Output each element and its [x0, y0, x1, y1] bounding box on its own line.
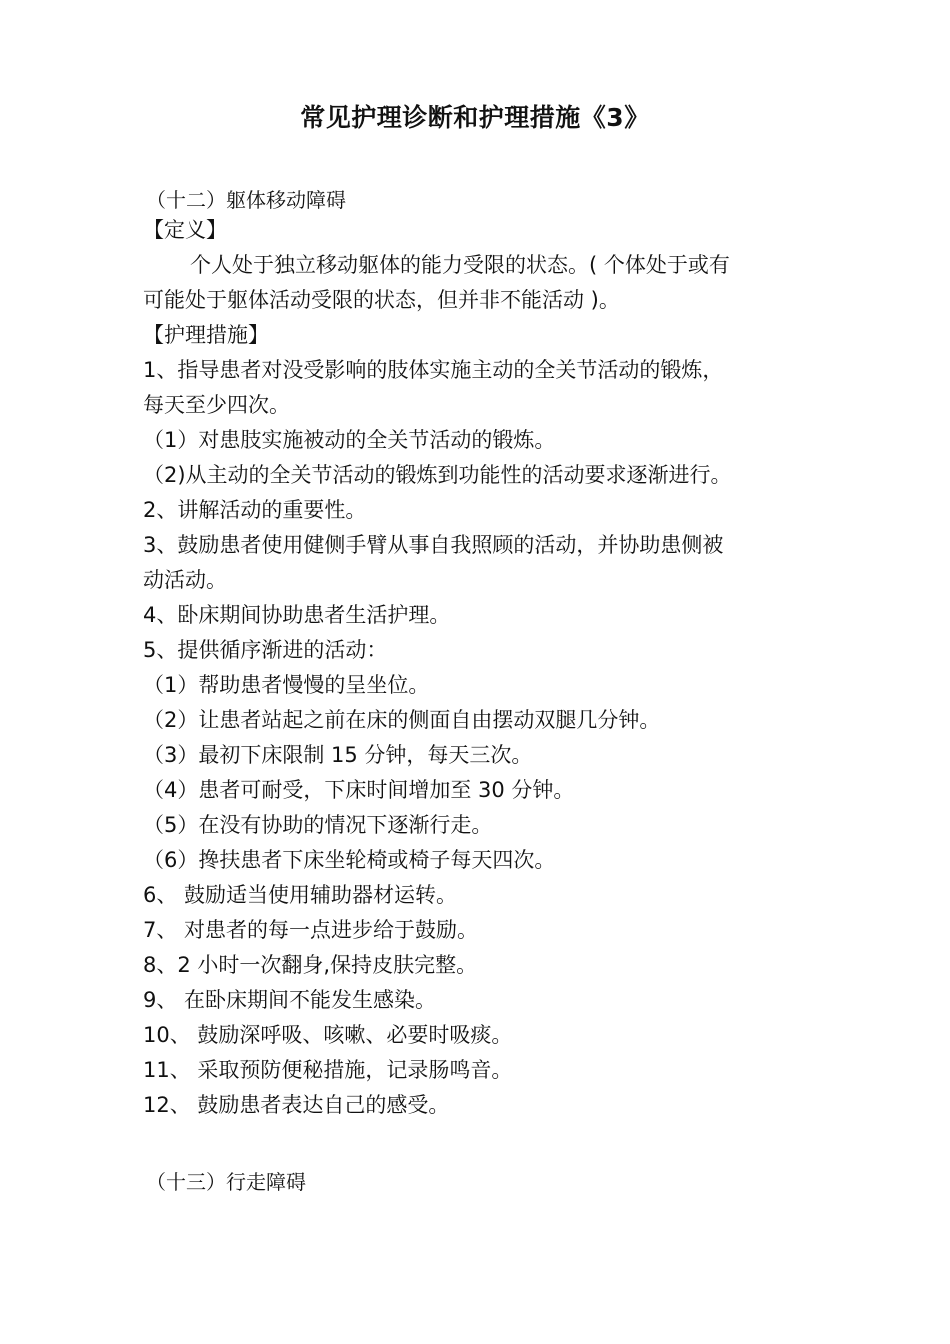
definition-line: 可能处于躯体活动受限的状态，但并非不能活动 )。 [143, 288, 620, 312]
measure-line: 1、指导患者对没受影响的肢体实施主动的全关节活动的锻炼， [143, 358, 724, 382]
definition-label: 【定义】 [143, 218, 227, 242]
measure-line: 动活动。 [143, 568, 227, 592]
measures-label: 【护理措施】 [143, 323, 269, 347]
measure-line: 11、 采取预防便秘措施，记录肠鸣音。 [143, 1058, 513, 1082]
measure-line: （1）对患肢实施被动的全关节活动的锻炼。 [143, 428, 556, 452]
measure-line: 12、 鼓励患者表达自己的感受。 [143, 1093, 450, 1117]
measure-line: 6、 鼓励适当使用辅助器材运转。 [143, 883, 458, 907]
measure-line: 每天至少四次。 [143, 393, 290, 417]
measure-line: 9、 在卧床期间不能发生感染。 [143, 988, 437, 1012]
section-heading-13: （十三）行走障碍 [146, 1170, 306, 1194]
measure-line: 2、讲解活动的重要性。 [143, 498, 367, 522]
section-12-body [143, 213, 813, 1123]
measure-line: （6）搀扶患者下床坐轮椅或椅子每天四次。 [143, 848, 556, 872]
measure-line: 8、2 小时一次翻身,保持皮肤完整。 [143, 953, 478, 977]
measure-line: （1）帮助患者慢慢的呈坐位。 [143, 673, 430, 697]
measure-line: （3）最初下床限制 15 分钟，每天三次。 [143, 743, 533, 767]
document-title: 常见护理诊断和护理措施《3》 [300, 103, 650, 132]
measure-line: 3、鼓励患者使用健侧手臂从事自我照顾的活动，并协助患侧被 [143, 533, 724, 557]
measure-line: （4）患者可耐受，下床时间增加至 30 分钟。 [143, 778, 575, 802]
measure-line: 7、 对患者的每一点进步给于鼓励。 [143, 918, 479, 942]
measure-line: （2）让患者站起之前在床的侧面自由摆动双腿几分钟。 [143, 708, 661, 732]
measure-line: 5、提供循序渐进的活动： [143, 638, 388, 662]
measure-line: （5）在没有协助的情况下逐渐行走。 [143, 813, 493, 837]
measure-line: 10、 鼓励深呼吸、咳嗽、必要时吸痰。 [143, 1023, 513, 1047]
definition-line: 个人处于独立移动躯体的能力受限的状态。( 个体处于或有 [190, 253, 730, 277]
section-heading-12: （十二）躯体移动障碍 [146, 188, 346, 212]
measure-line: （2)从主动的全关节活动的锻炼到功能性的活动要求逐渐进行。 [143, 463, 732, 487]
measure-line: 4、卧床期间协助患者生活护理。 [143, 603, 451, 627]
